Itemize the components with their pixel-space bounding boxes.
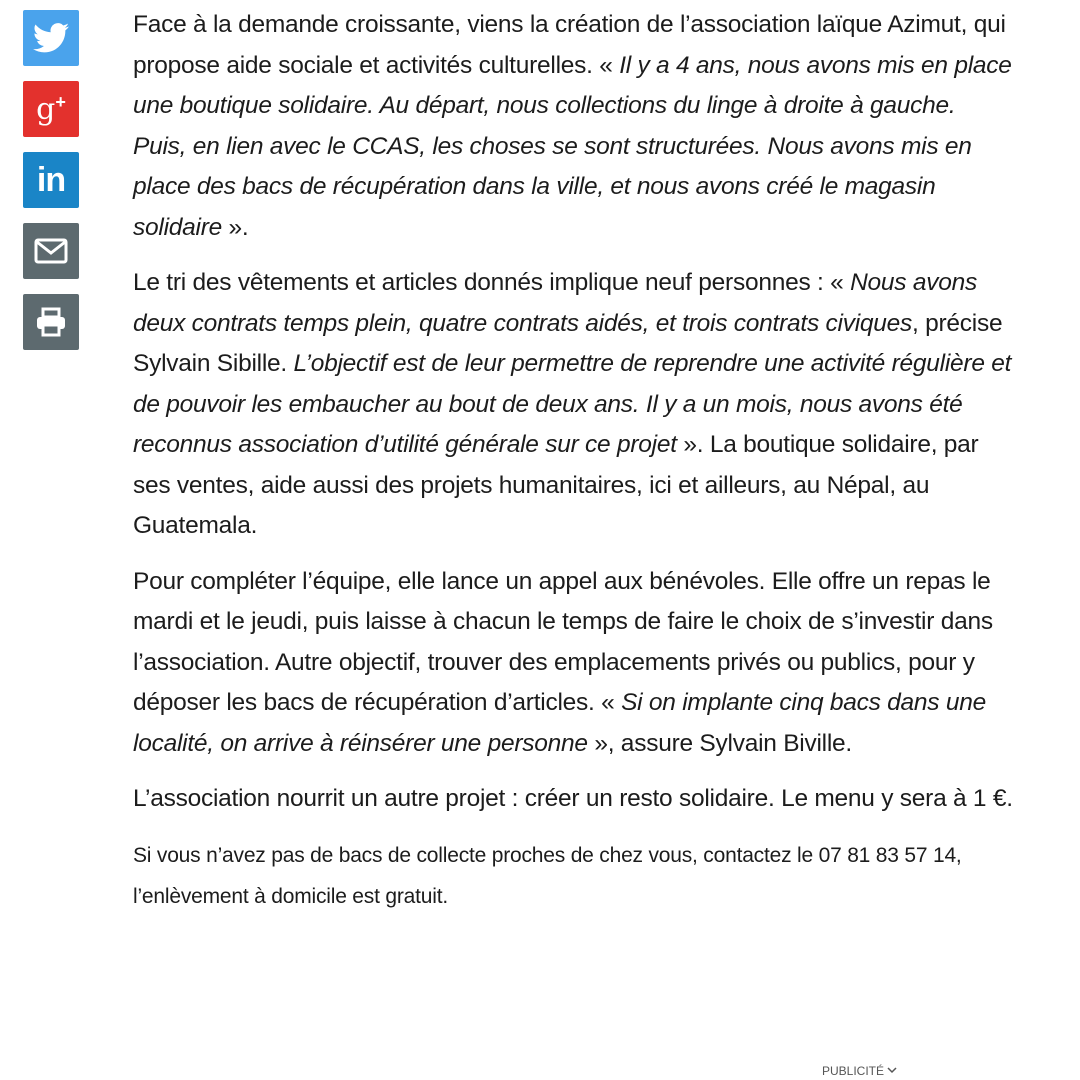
twitter-share-button[interactable] [23,10,79,66]
contact-note: Si vous n’avez pas de bacs de collecte proches de chez vous, contactez le 07 81 83 57 14, l’enlèvement à domicile est gratuit. [133,843,962,908]
google-plus-icon [36,93,66,125]
email-share-button[interactable] [23,223,79,279]
paragraph-text: Pour compléter l’équipe, elle lance un appel aux bénévoles. Elle offre un repas le mardi et le jeudi, puis laisse à chacun le temps de faire le choix de s’investir dans l’association. Autre objectif, trouver des emplacements privés ou publics, pour y déposer les bacs de récupération d’articles. « [133,567,993,716]
ad-label-text: PUBLICITÉ [822,1064,885,1078]
print-button[interactable] [23,294,79,350]
advertisement-label [822,1064,897,1078]
article-paragraph-3 [133,562,1013,765]
paragraph-text: , précise Sylvain Sibille. [133,309,1003,377]
quote-text: Nous avons deux contrats temps plein, quatre contrats aidés, et trois contrats civiques [133,269,977,337]
article-body [133,5,1013,932]
paragraph-text: Le tri des vêtements et articles donnés implique neuf personnes : « [133,269,851,296]
envelope-icon [34,238,68,264]
share-bar [23,10,79,365]
quote-text: Si on implante cinq bacs dans une localité, on arrive à réinsérer une personne [133,689,986,757]
printer-icon [35,307,67,337]
googleplus-share-button[interactable] [23,81,79,137]
paragraph-text: Face à la demande croissante, viens la création de l’association laïque Azimut, qui propose aide sociale et activités culturelles. « [133,11,1006,79]
quote-text: Il y a 4 ans, nous avons mis en place une boutique solidaire. Au départ, nous collections du linge à droite à gauche. Puis, en lien avec le CCAS, les choses se sont structurées. Nous avons mis en place des bacs de récupération dans la ville, et nous avons créé le magasin solidaire [133,51,1012,241]
twitter-bird-icon [33,23,69,53]
article-paragraph-1 [133,5,1013,248]
gplus-plus-glyph: + [55,92,66,112]
linkedin-share-button[interactable] [23,152,79,208]
paragraph-text: ». [222,213,249,241]
article-paragraph-4: L’association nourrit un autre projet : créer un resto solidaire. Le menu y sera à 1 €. [133,785,1013,812]
article-paragraph-2 [133,263,1013,547]
paragraph-text: », assure Sylvain Biville. [587,729,852,757]
gplus-glyph: g [36,92,56,127]
chevron-down-icon [887,1067,897,1074]
linkedin-icon: in [36,161,66,199]
quote-text: L’objectif est de leur permettre de reprendre une activité régulière et de pouvoir les embaucher au bout de deux ans. Il y a un mois, nous avons été reconnus association d’utilité générale sur ce projet [133,350,1012,458]
paragraph-text: ». La boutique solidaire, par ses ventes, aide aussi des projets humanitaires, ici et ailleurs, au Népal, au Guatemala. [133,431,979,539]
